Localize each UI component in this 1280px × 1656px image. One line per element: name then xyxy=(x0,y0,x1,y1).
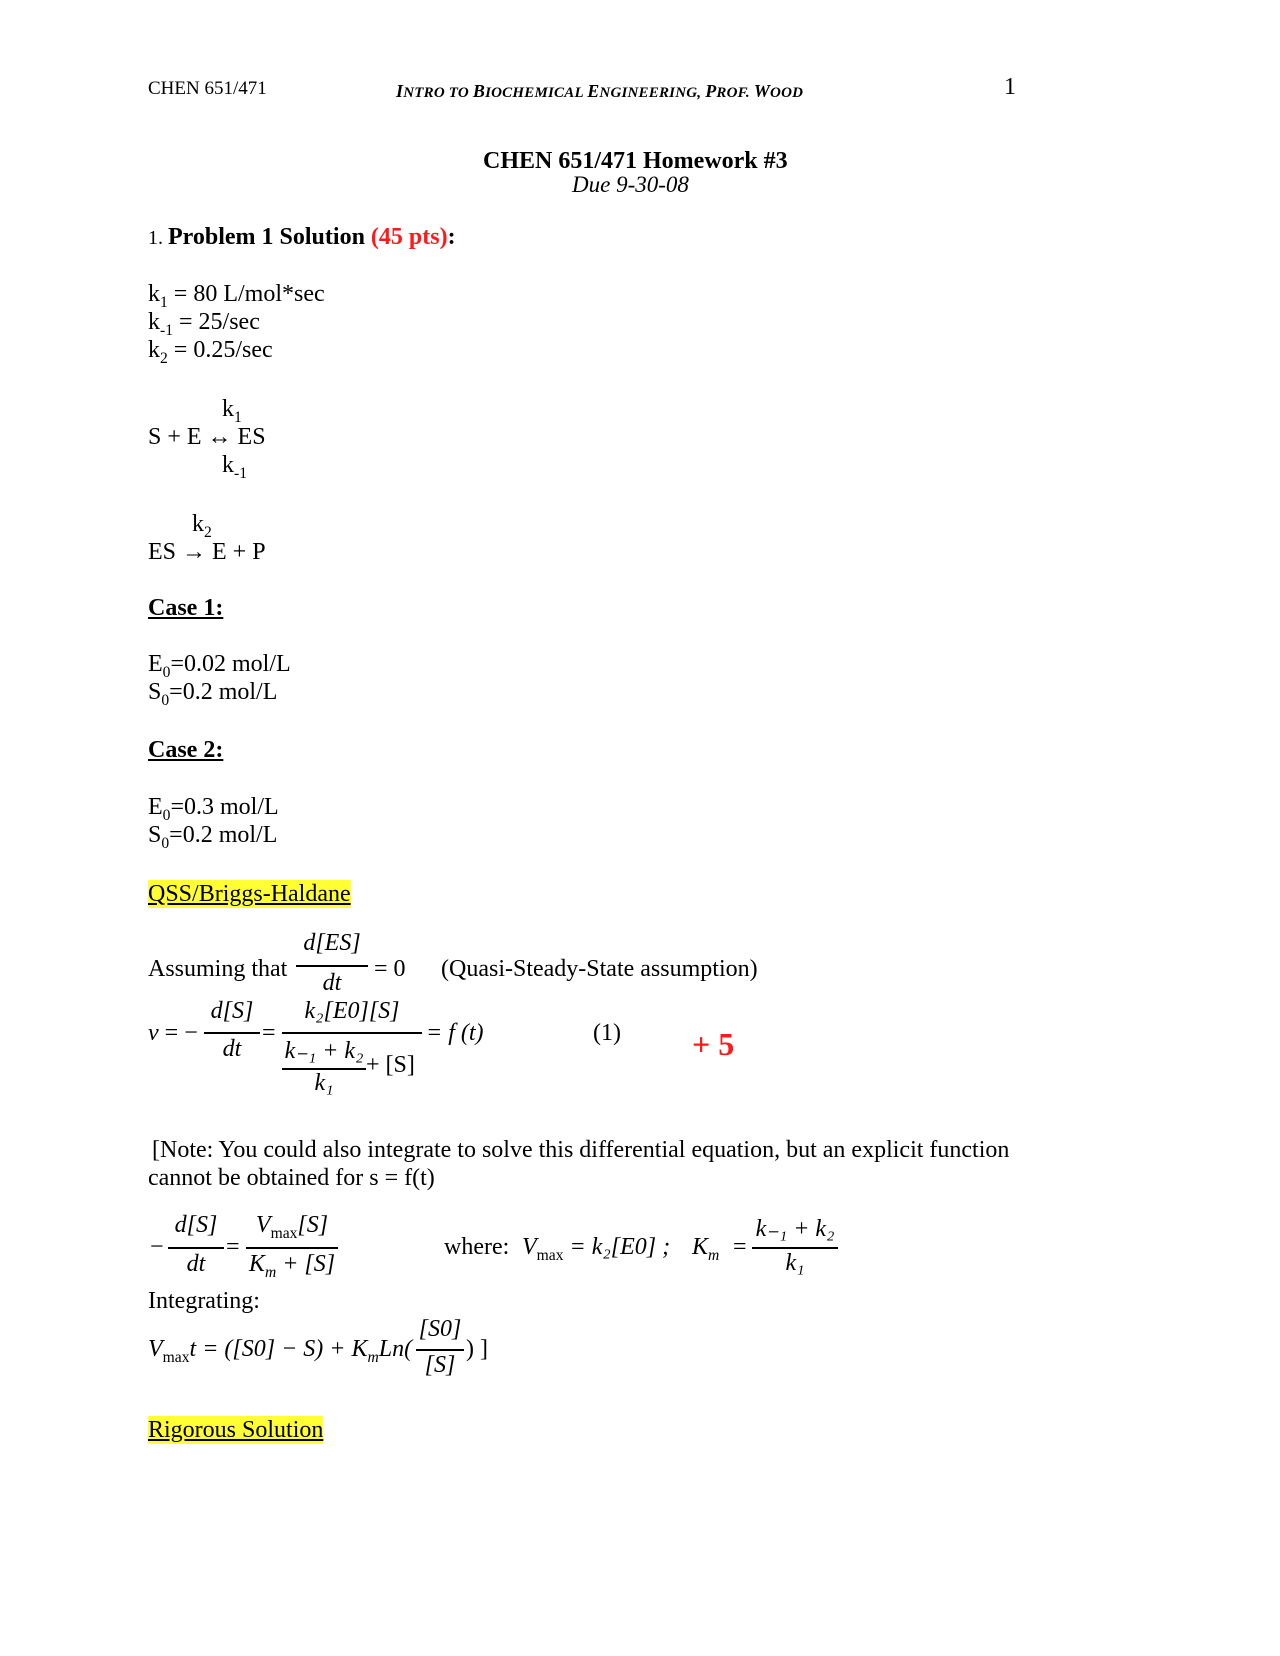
eq2-km-def: $K_m$ xyxy=(692,1234,720,1264)
eq1-label: (1) xyxy=(593,1020,621,1046)
case1-e0: $E_0=0.02$ mol/L xyxy=(148,651,291,681)
reaction1-rate-reverse: $k_{-1}$ xyxy=(222,452,247,482)
assume-equals: = 0 xyxy=(374,956,406,982)
eq1-den-plus: + [S] xyxy=(366,1052,415,1078)
eq1-num1: d[S] xyxy=(210,998,254,1024)
eq2-num2: $V_{max}[S]$ xyxy=(255,1212,329,1242)
problem-heading: 1. Problem 1 Solution (45 pts): xyxy=(148,224,456,250)
case2-s0: $S_0=0.2$ mol/L xyxy=(148,822,278,852)
eq1-den1: dt xyxy=(222,1036,242,1062)
assume-numerator: d[ES] xyxy=(303,930,361,956)
eq2-equals: = xyxy=(226,1234,240,1260)
assume-note: (Quasi-Steady-State assumption) xyxy=(441,956,758,982)
eq1-lhs: v = − xyxy=(148,1020,198,1046)
header-title: INTRO TO BIOCHEMICAL ENGINEERING, PROF. WOOD xyxy=(396,81,804,101)
eq3-num: [S0] xyxy=(418,1316,462,1342)
eq2-km-bar xyxy=(752,1247,838,1249)
eq3-bar xyxy=(416,1349,464,1351)
eq1-bar1 xyxy=(204,1032,260,1034)
eq2-bar1 xyxy=(168,1247,224,1249)
eq2-km-den: k₁ xyxy=(785,1250,805,1276)
case2-heading: Case 2: xyxy=(148,737,224,763)
section-rigorous-heading: Rigorous Solution xyxy=(148,1417,324,1443)
eq1-num2: k₂[E0][S] xyxy=(304,998,400,1024)
eq2-den1: dt xyxy=(186,1251,206,1277)
eq1-bar2 xyxy=(282,1032,422,1034)
assume-fraction-bar xyxy=(296,965,368,967)
section-qss-heading: QSS/Briggs-Haldane xyxy=(148,881,351,907)
constant-k2: $k_2 = 0.25/\sec$ xyxy=(148,337,273,367)
page-number: 1 xyxy=(1004,74,1016,100)
eq2-bar2 xyxy=(246,1247,338,1249)
integrating-label: Integrating: xyxy=(148,1288,260,1314)
case1-heading: Case 1: xyxy=(148,595,224,621)
eq1-den-inner-den: k₁ xyxy=(314,1070,334,1096)
eq1-equals: = xyxy=(262,1020,276,1046)
constant-k1: $k_1 = 80$ L/mol*sec xyxy=(148,281,325,311)
case2-e0: $E_0=0.3$ mol/L xyxy=(148,794,279,824)
score-badge: + 5 xyxy=(692,1026,735,1062)
page-title: CHEN 651/471 Homework #3 xyxy=(483,148,788,174)
reaction2-rate: $k_2$ xyxy=(192,511,212,541)
eq2-minus: − xyxy=(150,1234,164,1260)
eq1-den-inner-num: k₋₁ + k₂ xyxy=(284,1038,364,1064)
eq3-lhs: $V_{max}t = ([S0] - S) + K_mLn$( xyxy=(148,1336,413,1366)
eq2-km-equals: = xyxy=(733,1234,747,1260)
reaction1-rate-forward: $k_1$ xyxy=(222,396,242,426)
eq3-close: ) ] xyxy=(466,1336,488,1362)
eq1-rhs: = f (t) xyxy=(426,1020,484,1046)
case1-s0: $S_0=0.2$ mol/L xyxy=(148,679,278,709)
eq2-where: where: xyxy=(444,1234,510,1260)
note-line2: cannot be obtained for s = f(t) xyxy=(148,1165,435,1191)
due-date: Due 9-30-08 xyxy=(572,172,689,197)
constant-k-1: $k_{-1} = 25/\sec$ xyxy=(148,309,260,339)
reaction1-equation: S + E ↔ ES xyxy=(148,424,266,450)
eq2-vmax-def: $V_{max} = k_2[E0]$ ; xyxy=(522,1234,671,1264)
eq3-den: [S] xyxy=(424,1352,456,1378)
eq2-km-num: k₋₁ + k₂ xyxy=(755,1216,835,1242)
eq2-num1: d[S] xyxy=(174,1212,218,1238)
assume-denominator: dt xyxy=(322,970,342,996)
note-line1: [Note: You could also integrate to solve this differential equation, but an explicit function xyxy=(152,1137,1010,1163)
assume-prefix: Assuming that xyxy=(148,956,288,982)
eq2-den2: $K_m + [S]$ xyxy=(248,1251,336,1281)
header-course: CHEN 651/471 xyxy=(148,78,267,99)
reaction2-equation: ES → E + P xyxy=(148,539,266,565)
